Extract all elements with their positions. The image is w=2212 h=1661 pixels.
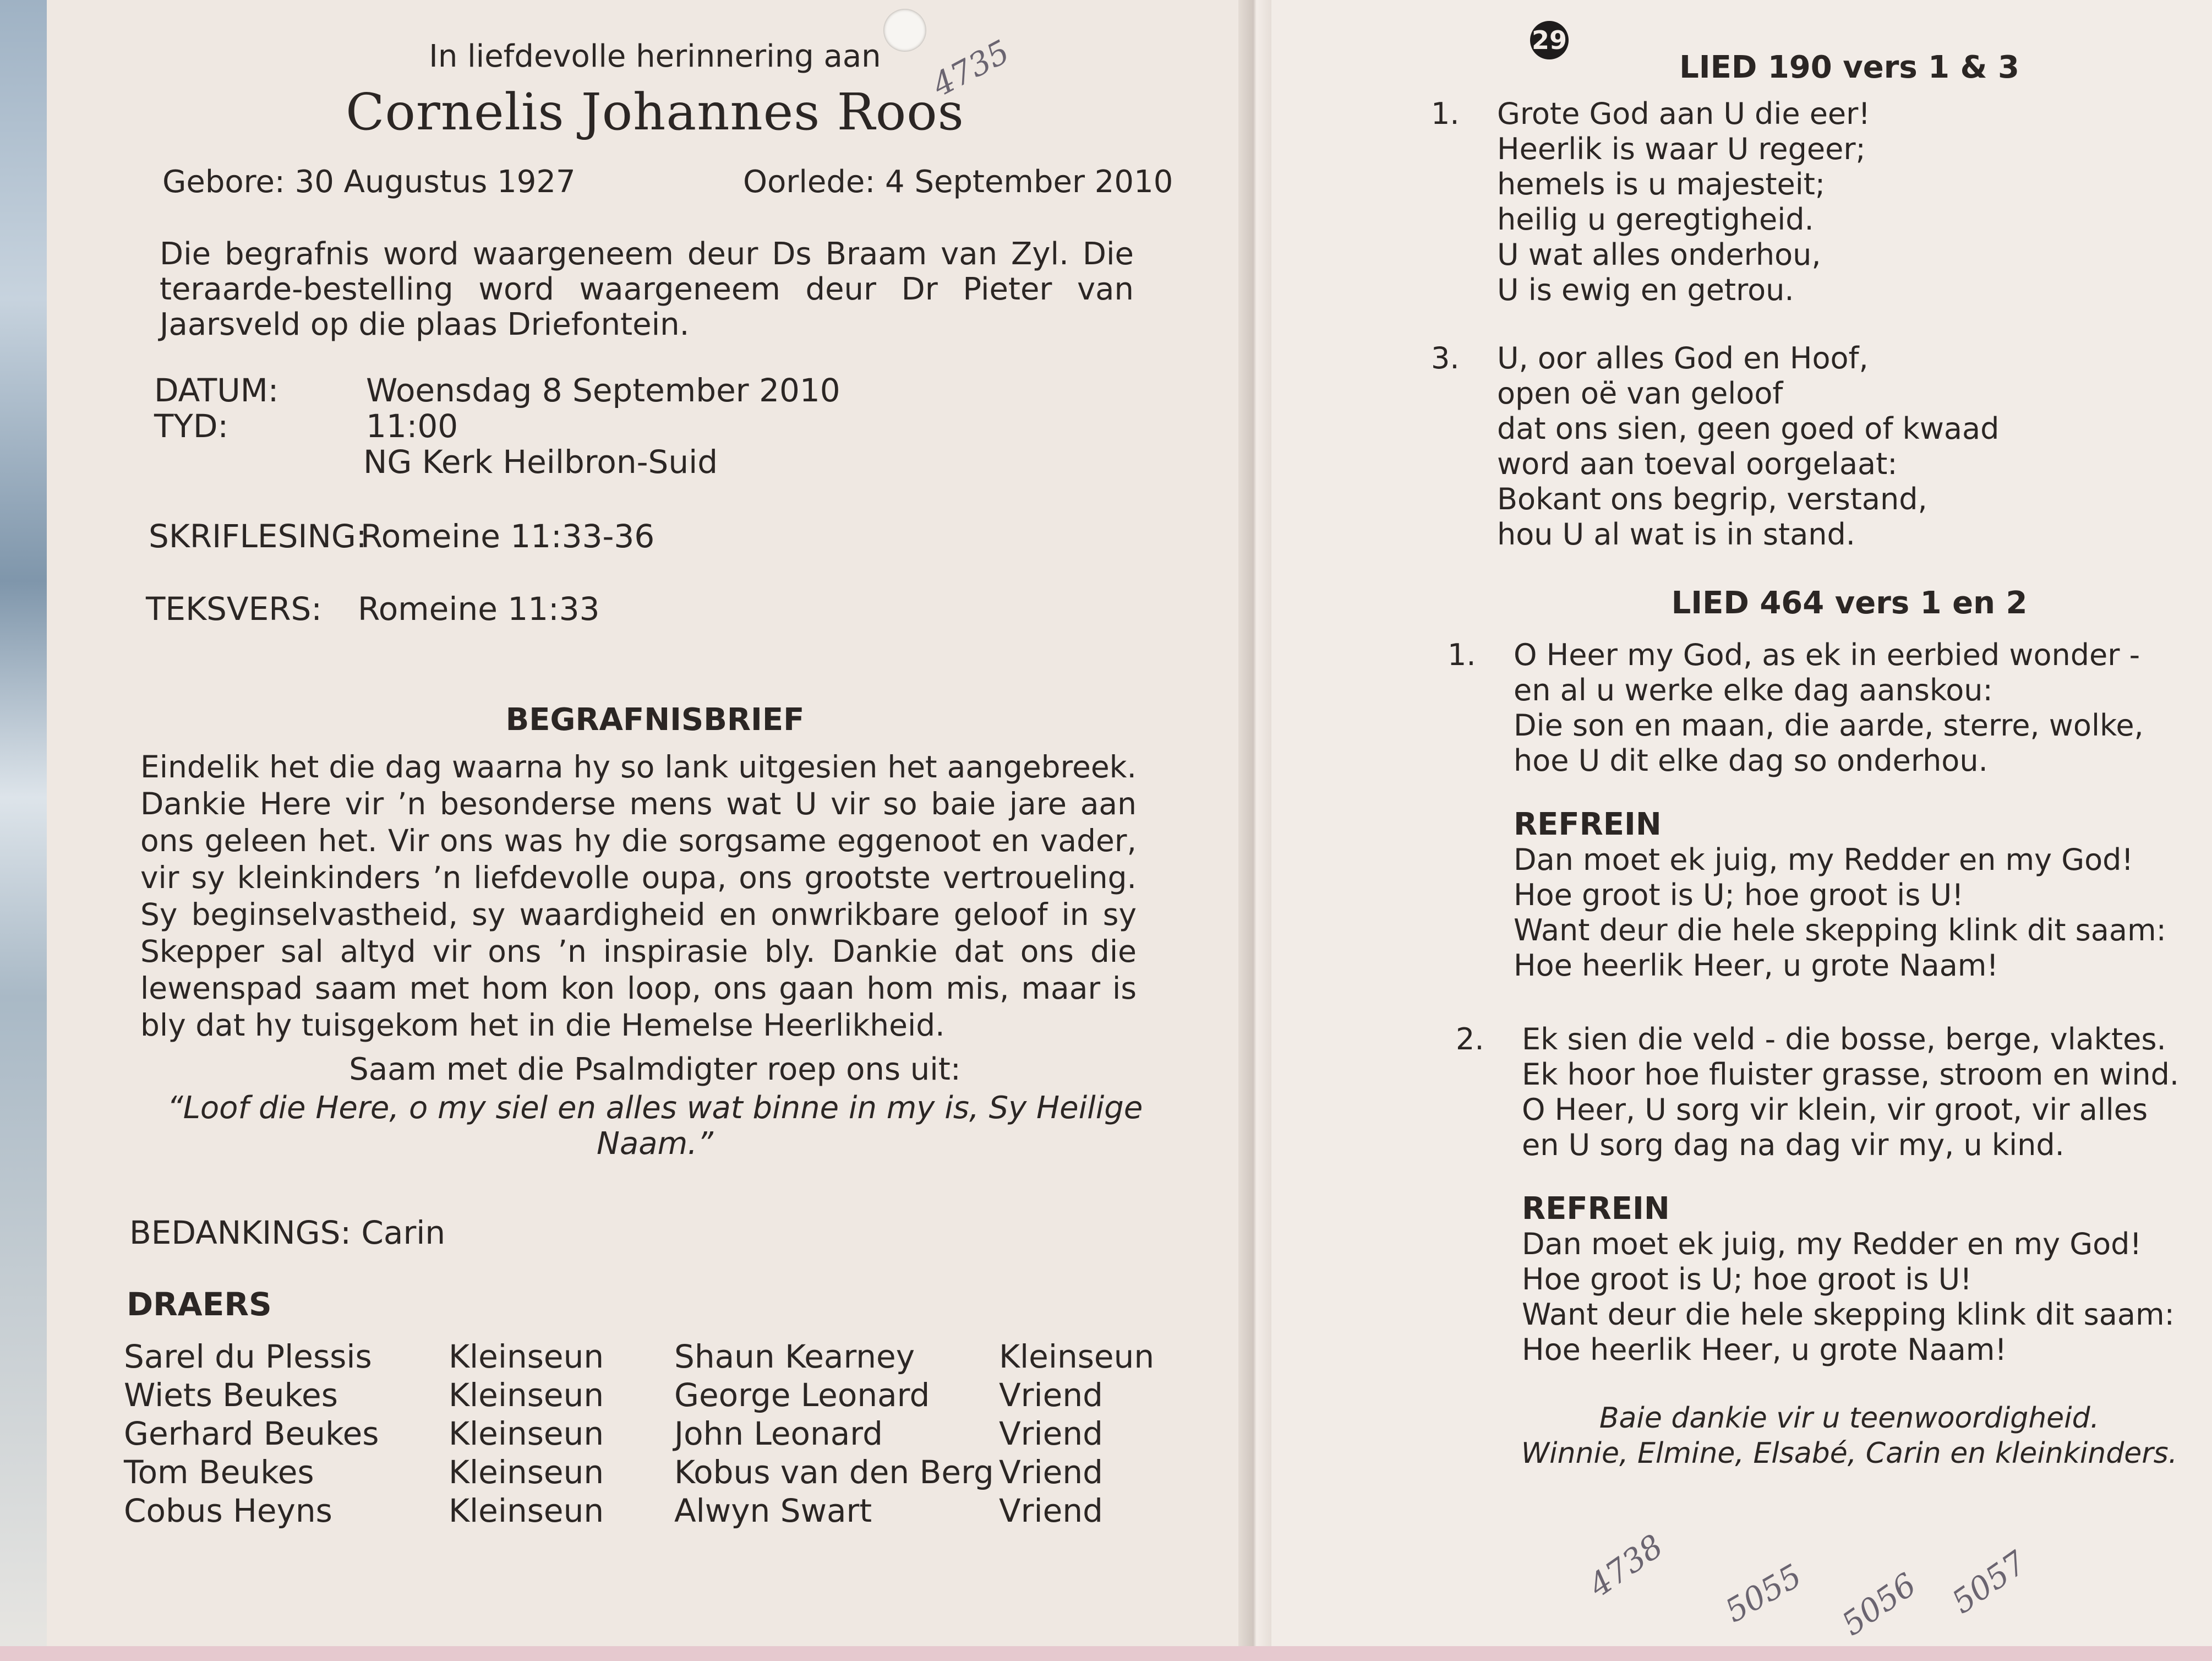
refrain-line: Hoe groot is U; hoe groot is U! xyxy=(1514,878,1964,912)
verse-line: hou U al wat is in stand. xyxy=(1497,517,1855,552)
verse-line: U is ewig en getrou. xyxy=(1497,273,1794,307)
hymn-190-verse-1 xyxy=(1431,96,2202,308)
bearer-role: Kleinseun xyxy=(449,1453,604,1491)
bearers-table xyxy=(124,1338,1170,1531)
hymn-464-verse-2 xyxy=(1456,1022,2212,1368)
verse-line: word aan toeval oorgelaat: xyxy=(1497,446,1898,481)
verse-line: Die son en maan, die aarde, sterre, wolke, xyxy=(1514,708,2144,743)
card-fold xyxy=(1238,0,1271,1652)
table-row xyxy=(124,1453,1170,1492)
bearer-name: Shaun Kearney xyxy=(674,1338,915,1375)
verse-line: O Heer my God, as ek in eerbied wonder - xyxy=(1514,638,2140,672)
verse-number: 3. xyxy=(1431,341,1460,375)
verse-line: U wat alles onderhou, xyxy=(1497,237,1821,272)
table-row xyxy=(124,1492,1170,1531)
reading-value: Romeine 11:33-36 xyxy=(361,518,655,555)
refrain-line: Dan moet ek juig, my Redder en my God! xyxy=(1514,842,2134,877)
verse-line: Ek hoor hoe fluister grasse, stroom en wind. xyxy=(1522,1057,2180,1092)
text-verse-label: TEKSVERS: xyxy=(146,590,322,628)
letter-title: BEGRAFNISBRIEF xyxy=(505,702,805,738)
time-label: TYD: xyxy=(154,407,229,445)
venue: NG Kerk Heilbron-Suid xyxy=(363,443,718,481)
refrain-line: Dan moet ek juig, my Redder en my God! xyxy=(1522,1227,2142,1261)
bearer-name: Gerhard Beukes xyxy=(124,1415,379,1452)
background-bottom-strip xyxy=(0,1646,2212,1661)
verse-line: O Heer, U sorg vir klein, vir groot, vir alles xyxy=(1522,1092,2148,1127)
hymn-190-title: LIED 190 vers 1 & 3 xyxy=(1679,50,2019,85)
refrain-label: REFREIN xyxy=(1522,1191,1670,1227)
bearer-role: Vriend xyxy=(999,1453,1103,1491)
bearer-name: Tom Beukes xyxy=(124,1453,314,1491)
bearer-role: Kleinseun xyxy=(999,1338,1155,1375)
verse-line: open oë van geloof xyxy=(1497,376,1783,411)
verse-line: dat ons sien, geen goed of kwaad xyxy=(1497,411,2000,446)
verse-line: heilig u geregtigheid. xyxy=(1497,202,1814,237)
left-page xyxy=(110,28,1200,1624)
bearer-name: Kobus van den Berg xyxy=(674,1453,994,1491)
table-row xyxy=(124,1338,1170,1376)
closing-family: Winnie, Elmine, Elsabé, Carin en kleinkinders. xyxy=(1521,1437,2178,1470)
bearer-name: George Leonard xyxy=(674,1376,930,1414)
refrain-line: Hoe heerlik Heer, u grote Naam! xyxy=(1514,948,1999,983)
bearer-role: Vriend xyxy=(999,1492,1103,1529)
letter-text: Eindelik het die dag waarna hy so lank uitgesien het aangebreek. Dankie Here vir ’n besonderse mens wat U vir so baie jare aan ons geleen het. Vir ons was hy die sorgsame eggenoot en vader, vir sy kleinkinders ’n liefdevolle oupa, ons grootste vertroueling. Sy beginselvastheid, sy waardigheid en onwrikbare geloof in sy Skepper sal altyd vir ons ’n inspirasie bly. Dankie dat ons die lewenspad saam met hom kon loop, ons gaan hom mis, maar is bly dat hy tuisgekom het in die Hemelse Heerlikheid. xyxy=(140,749,1137,1043)
verse-line: Grote God aan U die eer! xyxy=(1497,96,1871,131)
service-paragraph: Die begrafnis word waargeneem deur Ds Braam van Zyl. Die teraarde-bestelling word waargeneem deur Dr Pieter van Jaarsveld op die plaas Driefontein. xyxy=(160,236,1134,342)
verse-line: hoe U dit elke dag so onderhou. xyxy=(1514,743,1988,778)
handwritten-number: 4735 xyxy=(926,32,1015,104)
birth-date: Gebore: 30 Augustus 1927 xyxy=(162,164,576,200)
hymn-464-verse-1 xyxy=(1448,638,2212,983)
psalm-quote: “Loof die Here, o my siel en alles wat binne in my is, Sy Heilige Naam.” xyxy=(167,1090,1143,1162)
handwritten-number: 5056 xyxy=(1834,1565,1923,1643)
time-value: 11:00 xyxy=(366,407,458,445)
bearer-role: Kleinseun xyxy=(449,1492,604,1529)
refrain-line: Want deur die hele skepping klink dit saam: xyxy=(1514,913,2166,947)
hymn-190-verse-3 xyxy=(1431,341,2202,552)
bearer-role: Kleinseun xyxy=(449,1376,604,1414)
verse-line: en U sorg dag na dag vir my, u kind. xyxy=(1522,1128,2064,1162)
handwritten-number: 5055 xyxy=(1718,1556,1808,1630)
bearer-name: Alwyn Swart xyxy=(674,1492,872,1529)
reading-label: SKRIFLESING: xyxy=(149,518,367,555)
bearer-name: Sarel du Plessis xyxy=(124,1338,372,1375)
thanks-line: BEDANKINGS: Carin xyxy=(129,1214,446,1251)
verse-line: U, oor alles God en Hoof, xyxy=(1497,341,1869,375)
refrain-line: Hoe groot is U; hoe groot is U! xyxy=(1522,1262,1972,1297)
bearer-name: John Leonard xyxy=(674,1415,883,1452)
bearer-role: Vriend xyxy=(999,1376,1103,1414)
handwritten-number: 5057 xyxy=(1945,1543,2033,1621)
refrain-line: Want deur die hele skepping klink dit saam: xyxy=(1522,1297,2175,1332)
table-row xyxy=(124,1415,1170,1453)
bearer-role: Vriend xyxy=(999,1415,1103,1452)
bearers-title: DRAERS xyxy=(127,1286,272,1323)
text-verse-value: Romeine 11:33 xyxy=(358,590,600,628)
verse-number: 1. xyxy=(1431,96,1460,131)
handwritten-number: 4738 xyxy=(1581,1527,1670,1605)
verse-line: en al u werke elke dag aanskou: xyxy=(1514,673,1993,707)
verse-line: hemels is u majesteit; xyxy=(1497,167,1826,202)
verse-line: Bokant ons begrip, verstand, xyxy=(1497,482,1927,516)
closing-thanks: Baie dankie vir u teenwoordigheid. xyxy=(1599,1402,2100,1435)
bearer-role: Kleinseun xyxy=(449,1415,604,1452)
psalm-intro: Saam met die Psalmdigter roep ons uit: xyxy=(349,1052,961,1087)
date-value: Woensdag 8 September 2010 xyxy=(366,372,840,409)
verse-number: 1. xyxy=(1448,638,1476,672)
right-page xyxy=(1431,22,2202,1471)
bearer-name: Cobus Heyns xyxy=(124,1492,332,1529)
death-date: Oorlede: 4 September 2010 xyxy=(743,164,1173,200)
closing-note xyxy=(1497,1401,2202,1471)
page-number-badge: 29 xyxy=(1530,21,1569,59)
verse-line: Heerlik is waar U regeer; xyxy=(1497,132,1866,166)
bearer-role: Kleinseun xyxy=(449,1338,604,1375)
deceased-name: Cornelis Johannes Roos xyxy=(346,83,964,141)
refrain-line: Hoe heerlik Heer, u grote Naam! xyxy=(1522,1332,2007,1367)
hymn-464-title: LIED 464 vers 1 en 2 xyxy=(1671,585,2028,621)
background-photo-edge xyxy=(0,0,52,1661)
table-row xyxy=(124,1376,1170,1415)
verse-line: Ek sien die veld - die bosse, berge, vlaktes. xyxy=(1522,1022,2166,1056)
verse-number: 2. xyxy=(1456,1022,1484,1056)
bearer-name: Wiets Beukes xyxy=(124,1376,338,1414)
intro-line: In liefdevolle herinnering aan xyxy=(429,39,881,74)
date-label: DATUM: xyxy=(154,372,279,409)
refrain-label: REFREIN xyxy=(1514,807,1662,842)
